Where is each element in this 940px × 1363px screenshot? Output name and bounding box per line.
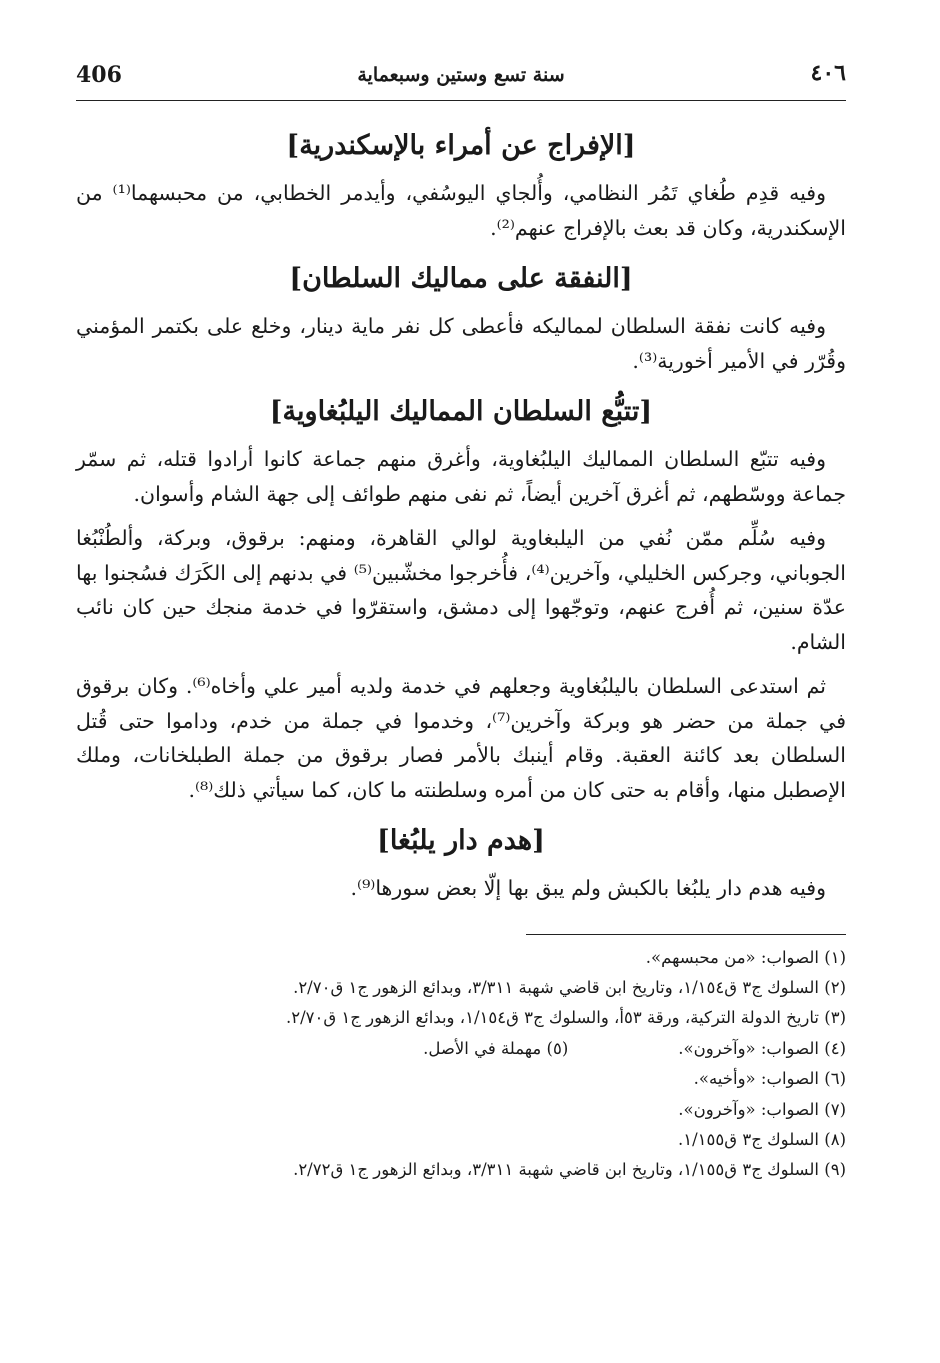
footnote: (٥) مهملة في الأصل. [423,1038,569,1058]
footnote: (٧) الصواب: «وآخرون». [678,1099,846,1119]
footnote: (٨) السلوك ج٣ ق١/١٥٥. [678,1129,846,1149]
paragraph: وفيه كانت نفقة السلطان لمماليكه فأعطى كل نفر ماية دينار، وخلع على بكتمر المؤمني وقُرّر في الأمير أخورية⁽³⁾. [76,314,846,373]
footnote-row [76,1034,846,1064]
footnote: (٦) الصواب: «وأخيه». [693,1069,846,1089]
paragraph: وفيه تتبّع السلطان المماليك اليلبُغاوية، وأغرق منهم جماعة كانوا أرادوا قتله، ثم سمّر جماعة ووسّطهم، ثم أغرق آخرين أيضاً، ثم نفى منهم طوائف إلى جهة الشام وأسوان. [76,447,846,506]
footnote: (٤) الصواب: «وآخرون». [678,1038,846,1058]
paragraph: وفيه قدِم طُغاي تَمُر النظامي، وأُلجاي اليوسُفي، وأيدمر الخطابي، من محبسهما⁽¹⁾ من الإسكندرية، وكان قد بعث بالإفراج عنهم⁽²⁾. [76,181,846,240]
footnote: (٣) تاريخ الدولة التركية، ورقة ٥٣أ، والسلوك ج٣ ق١/١٥٤، وبدائع الزهور ج١ ق٢/٧٠. [285,1008,846,1028]
page-number-latin: 406 [76,62,122,88]
main-text [76,112,846,1186]
running-title: سنة تسع وستين وسبعماية [357,64,565,86]
footnotes [76,943,846,1186]
section-heading: [الإفراج عن أمراء بالإسكندرية] [286,130,636,161]
footnote: (٢) السلوك ج٣ ق١/١٥٤، وتاريخ ابن قاضي شهبة ٣/٣١١، وبدائع الزهور ج١ ق٢/٧٠. [293,977,846,997]
section-heading: [النفقة على مماليك السلطان] [289,263,633,294]
footnote: (٩) السلوك ج٣ ق١/١٥٥، وتاريخ ابن قاضي شهبة ٣/٣١١، وبدائع الزهور ج١ ق٢/٧٢. [293,1160,846,1180]
paragraph: ثم استدعى السلطان باليلبُغاوية وجعلهم في خدمة ولديه أمير علي وأخاه⁽⁶⁾. وكان برقوق في جملة من حضر هو وبركة وآخرين⁽⁷⁾، وخدموا في جملة من خدم، وداموا حتى قُتل السلطان بعد كائنة العقبة. وقام أينبك بالأمر فصار برقوق من جملة الطبلخانات، وملك الإصطبل منها، وأقام به حتى كان من أمره وسلطنته ما كان، كما سيأتي ذلك⁽⁸⁾. [76,674,846,802]
paragraph: وفيه سُلِّم ممّن نُفي من اليلبغاوية لوالي القاهرة، ومنهم: برقوق، وبركة، وألطُنْبُغا الجوباني، وجركس الخليلي، وآخرين⁽⁴⁾، فأُخرجوا مخشّبين⁽⁵⁾ في بدنهم إلى الكَرَك فسُجنوا بها عدّة سنين، ثم أُفرج عنهم، وتوجّهوا إلى دمشق، واستقرّوا في خدمة منجك حين كان نائب الشام. [76,526,846,654]
page-number-arabic: ٤٠٦ [810,60,846,86]
paragraph: وفيه هدم دار يلبُغا بالكبش ولم يبق بها إلّا بعض سورها⁽⁹⁾. [350,876,826,900]
page-header [76,56,846,101]
footnote-divider [526,934,846,935]
footnote: (١) الصواب: «من محبسهم». [645,947,846,967]
section-heading: [تتبُّع السلطان المماليك اليلبُغاوية] [269,396,653,427]
section-heading: [هدم دار يلبُغا] [377,825,545,856]
